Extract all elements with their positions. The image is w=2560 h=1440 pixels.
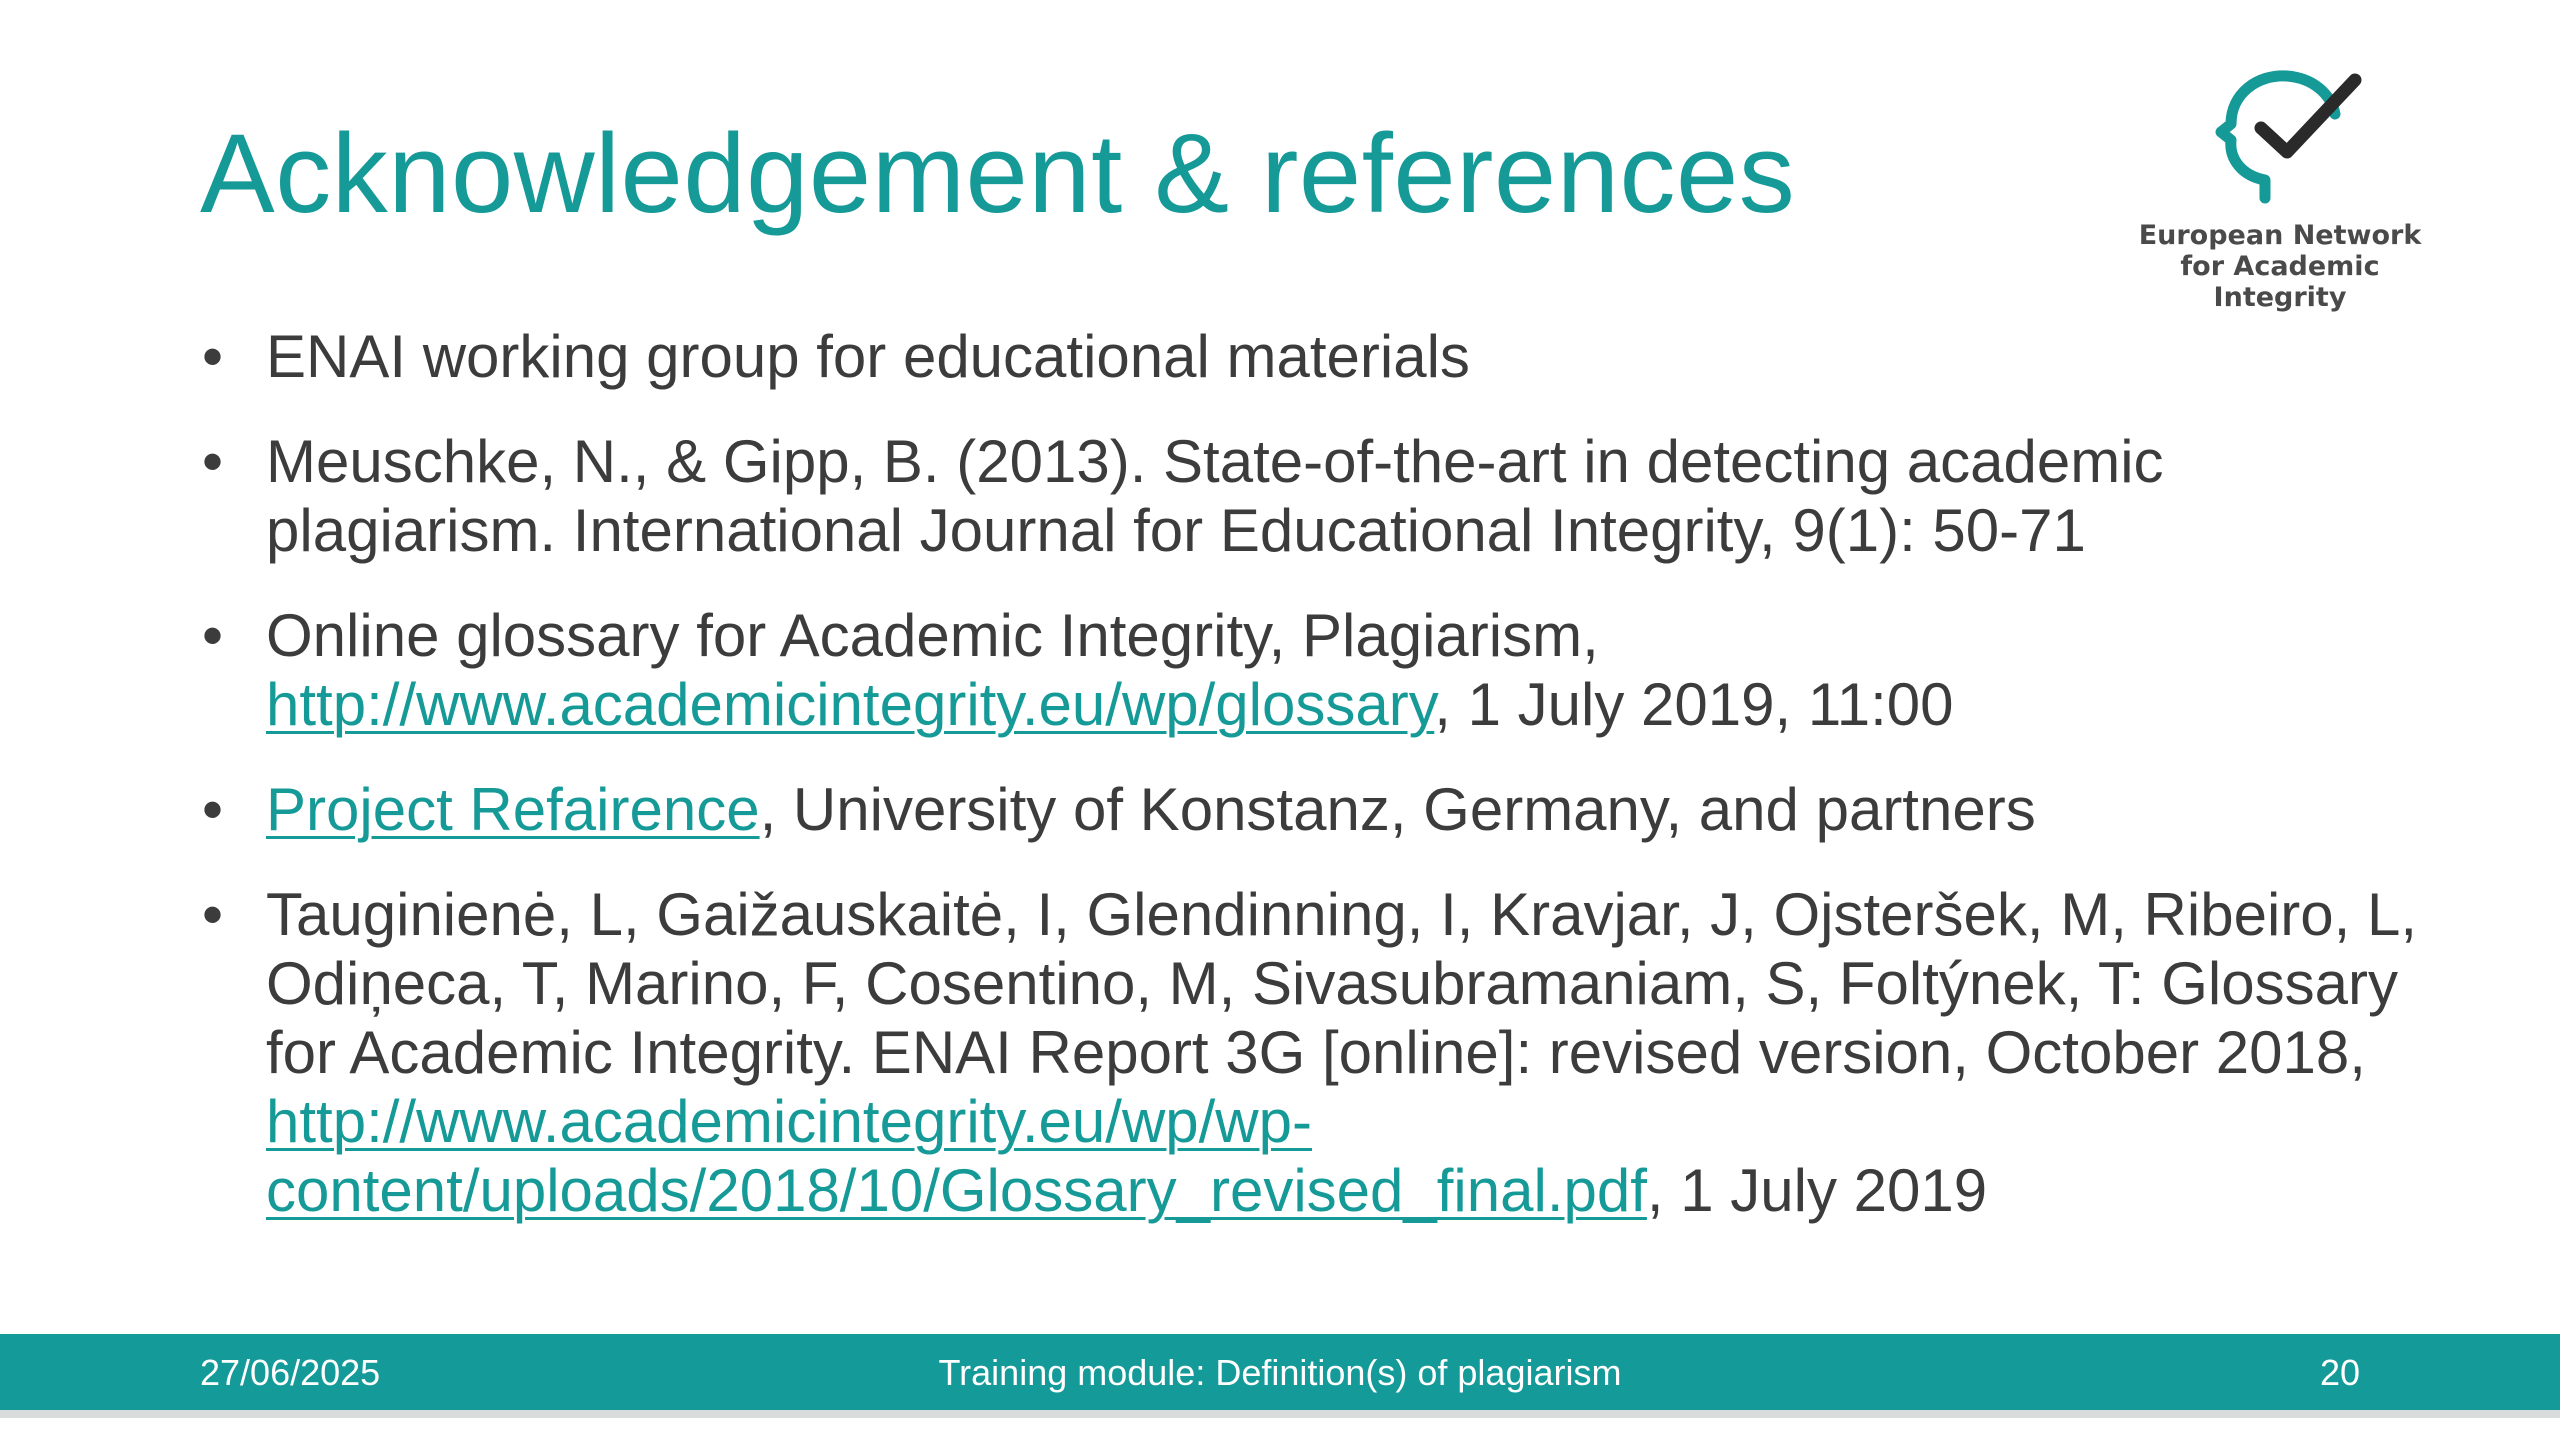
footer-shadow — [0, 1410, 2560, 1418]
logo-line: for Academic — [2180, 251, 2380, 282]
glossary-link[interactable]: http://www.academicintegrity.eu/wp/glossary — [266, 671, 1435, 738]
reference-text: ENAI working group for educational materials — [266, 323, 1470, 390]
reference-text: Tauginienė, L, Gaižauskaitė, I, Glendinning, I, Kravjar, J, Ojsteršek, M, Ribeiro, L, Odiņeca, T, Marino, F, Cosentino, M, Sivasubramaniam, S, Foltýnek, T: Glossary for Academic Integrity. ENAI Report 3G [online]: revised version, October 2018, — [266, 881, 2418, 1086]
reference-item — [200, 427, 2420, 565]
slide-title: Acknowledgement & references — [200, 111, 1796, 236]
reference-item — [200, 775, 2420, 844]
logo-wordmark — [2120, 220, 2440, 313]
reference-text: , 1 July 2019 — [1646, 1157, 1988, 1224]
reference-text: , University of Konstanz, Germany, and partners — [759, 776, 2036, 843]
reference-text: , 1 July 2019, 11:00 — [1434, 671, 1954, 738]
reference-list — [200, 322, 2420, 1261]
footer-date: 27/06/2025 — [200, 1352, 381, 1393]
enai-logo — [2120, 60, 2440, 330]
logo-line: European Network — [2138, 220, 2422, 251]
reference-item — [200, 880, 2420, 1225]
footer-title: Training module: Definition(s) of plagiarism — [938, 1352, 1622, 1393]
project-refairence-link[interactable]: Project Refairence — [266, 776, 760, 843]
head-checkmark-icon — [2195, 68, 2365, 218]
reference-text: Meuschke, N., & Gipp, B. (2013). State-of-the-art in detecting academic plagiarism. International Journal for Educational Integrity, 9(1): 50-71 — [266, 428, 2164, 564]
footer-bar — [0, 1334, 2560, 1410]
logo-line: Integrity — [2213, 282, 2347, 313]
glossary-pdf-link[interactable]: http://www.academicintegrity.eu/wp/wp-content/uploads/2018/10/Glossary_revised_final.pdf — [266, 1088, 1647, 1224]
reference-item — [200, 601, 2420, 739]
reference-text: Online glossary for Academic Integrity, Plagiarism, — [266, 602, 1599, 669]
reference-item — [200, 322, 2420, 391]
page-number: 20 — [2319, 1352, 2360, 1393]
